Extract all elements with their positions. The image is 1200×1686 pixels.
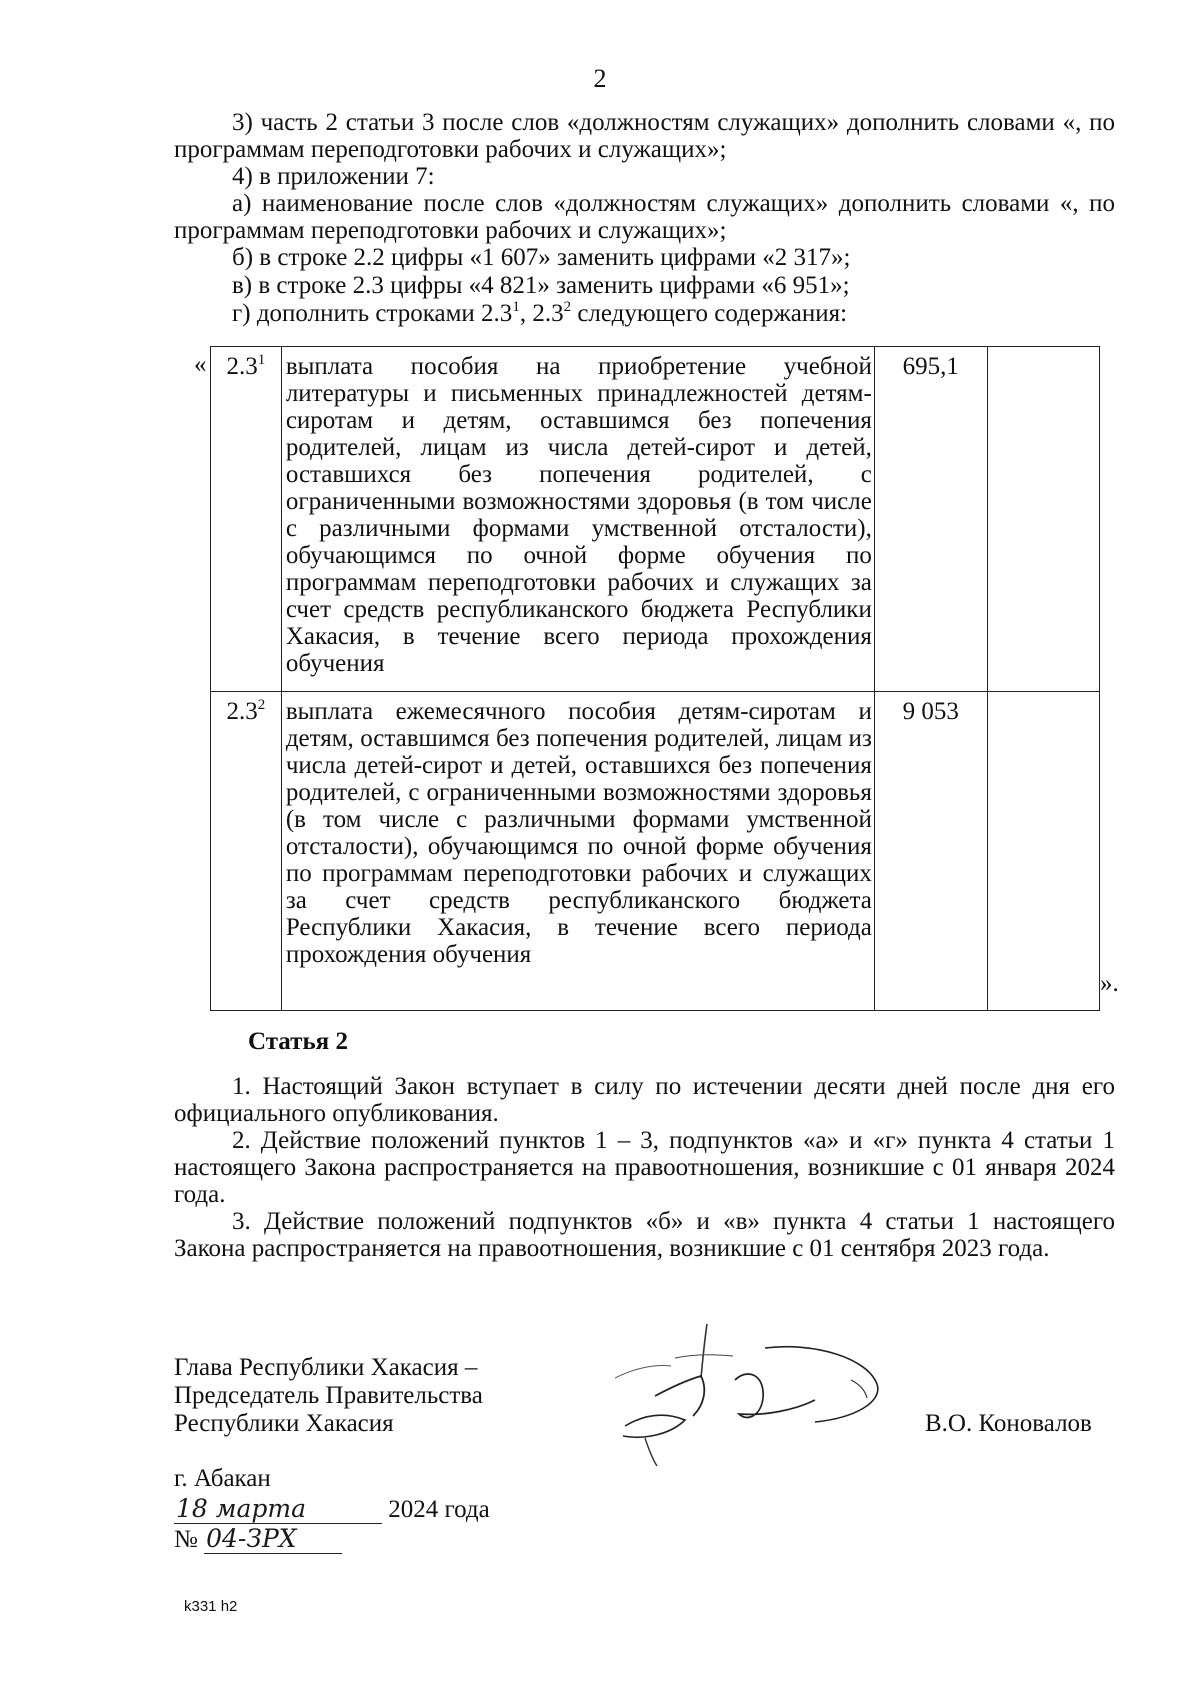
row-value-cell: 9 053 — [874, 692, 987, 1011]
table-open-quote: « — [194, 351, 207, 378]
row-description-cell: выплата ежемесячного пособия детям-сиротам и детям, оставшимся без попечения родителей, лицам из числа детей-сирот и детей, оставшихся без попечения родителей, с ограниченными возможностями здоровья (в том числе с различными формами умственной отсталости), обучающимся по очной форме обучения по программам переподготовки рабочих и служащих за счет средств республиканского бюджета Республики Хакасия, в течение всего периода прохождения обучения — [281, 692, 874, 1011]
table-row — [211, 347, 1100, 692]
row-empty-cell — [987, 692, 1099, 1011]
date-line — [174, 1494, 490, 1524]
signatory-position: Глава Республики Хакасия – Председатель Правительства Республики Хакасия — [174, 1354, 483, 1437]
row-description-cell: выплата пособия на приобретение учебной литературы и письменных принадлежностей детям-сиротам и детям, оставшимся без попечения родителей, лицам из числа детей-сирот и детей, оставшихся без попечения родителей, с ограниченными возможностями здоровья (в том числе с различными формами умственной отсталости), обучающимся по очной форме обучения по программам переподготовки рабочих и служащих за счет средств республиканского бюджета Республики Хакасия, в течение всего периода прохождения обучения — [281, 347, 874, 692]
amendment-item-4d: г) дополнить строками $2.3^1$, $2.3^2$ следующего содержания: — [232, 299, 848, 327]
amendment-item-4b: б) в строке 2.2 цифры «1 607» заменить цифрами «2 317»; — [232, 244, 851, 271]
appendix-rows-table — [210, 346, 1100, 1011]
row-empty-cell — [987, 347, 1099, 692]
row-value-cell: 695,1 — [874, 347, 987, 692]
row-number-cell: $2.3^2$ — [211, 692, 282, 1011]
page-number: 2 — [593, 64, 607, 93]
year-text: 2024 года — [388, 1496, 490, 1523]
handwritten-signature — [615, 1318, 895, 1468]
amendment-item-3: 3) часть 2 статьи 3 после слов «должностям служащих» дополнить словами «, по программам переподготовки рабочих и служащих»; — [174, 109, 1115, 163]
table-close-quote: ». — [1100, 970, 1119, 997]
law-number-line — [174, 1524, 342, 1554]
number-sign: № — [174, 1526, 198, 1553]
table-row — [211, 692, 1100, 1011]
amendment-item-4c: в) в строке 2.3 цифры «4 821» заменить цифрами «6 951»; — [232, 272, 850, 299]
article-paragraph-3: 3. Действие положений подпунктов «б» и «в» пункта 4 статьи 1 настоящего Закона распространяется на правоотношения, возникшие с 01 сентября 2023 года. — [174, 1208, 1115, 1262]
document-code: k331 h2 — [184, 1598, 238, 1615]
article-paragraph-2: 2. Действие положений пунктов 1 – 3, подпунктов «а» и «г» пункта 4 статьи 1 настоящего Закона распространяется на правоотношения, возникшие с 01 января 2024 года. — [174, 1127, 1115, 1208]
handwritten-law-number: 04-ЗРХ — [204, 1524, 342, 1554]
amendment-item-4a: а) наименование после слов «должностям служащих» дополнить словами «, по программам переподготовки рабочих и служащих»; — [174, 190, 1115, 244]
row-number-cell: $2.3^1$ — [211, 347, 282, 692]
amendment-item-4: 4) в приложении 7: — [232, 163, 435, 190]
article-paragraph-1: 1. Настоящий Закон вступает в силу по истечении десяти дней после дня его официального опубликования. — [174, 1073, 1115, 1127]
signatory-name: В.О. Коновалов — [925, 1410, 1092, 1437]
handwritten-date: 18 марта — [174, 1494, 382, 1524]
place-of-signing: г. Абакан — [174, 1465, 271, 1492]
article-title: Статья 2 — [248, 1028, 348, 1055]
